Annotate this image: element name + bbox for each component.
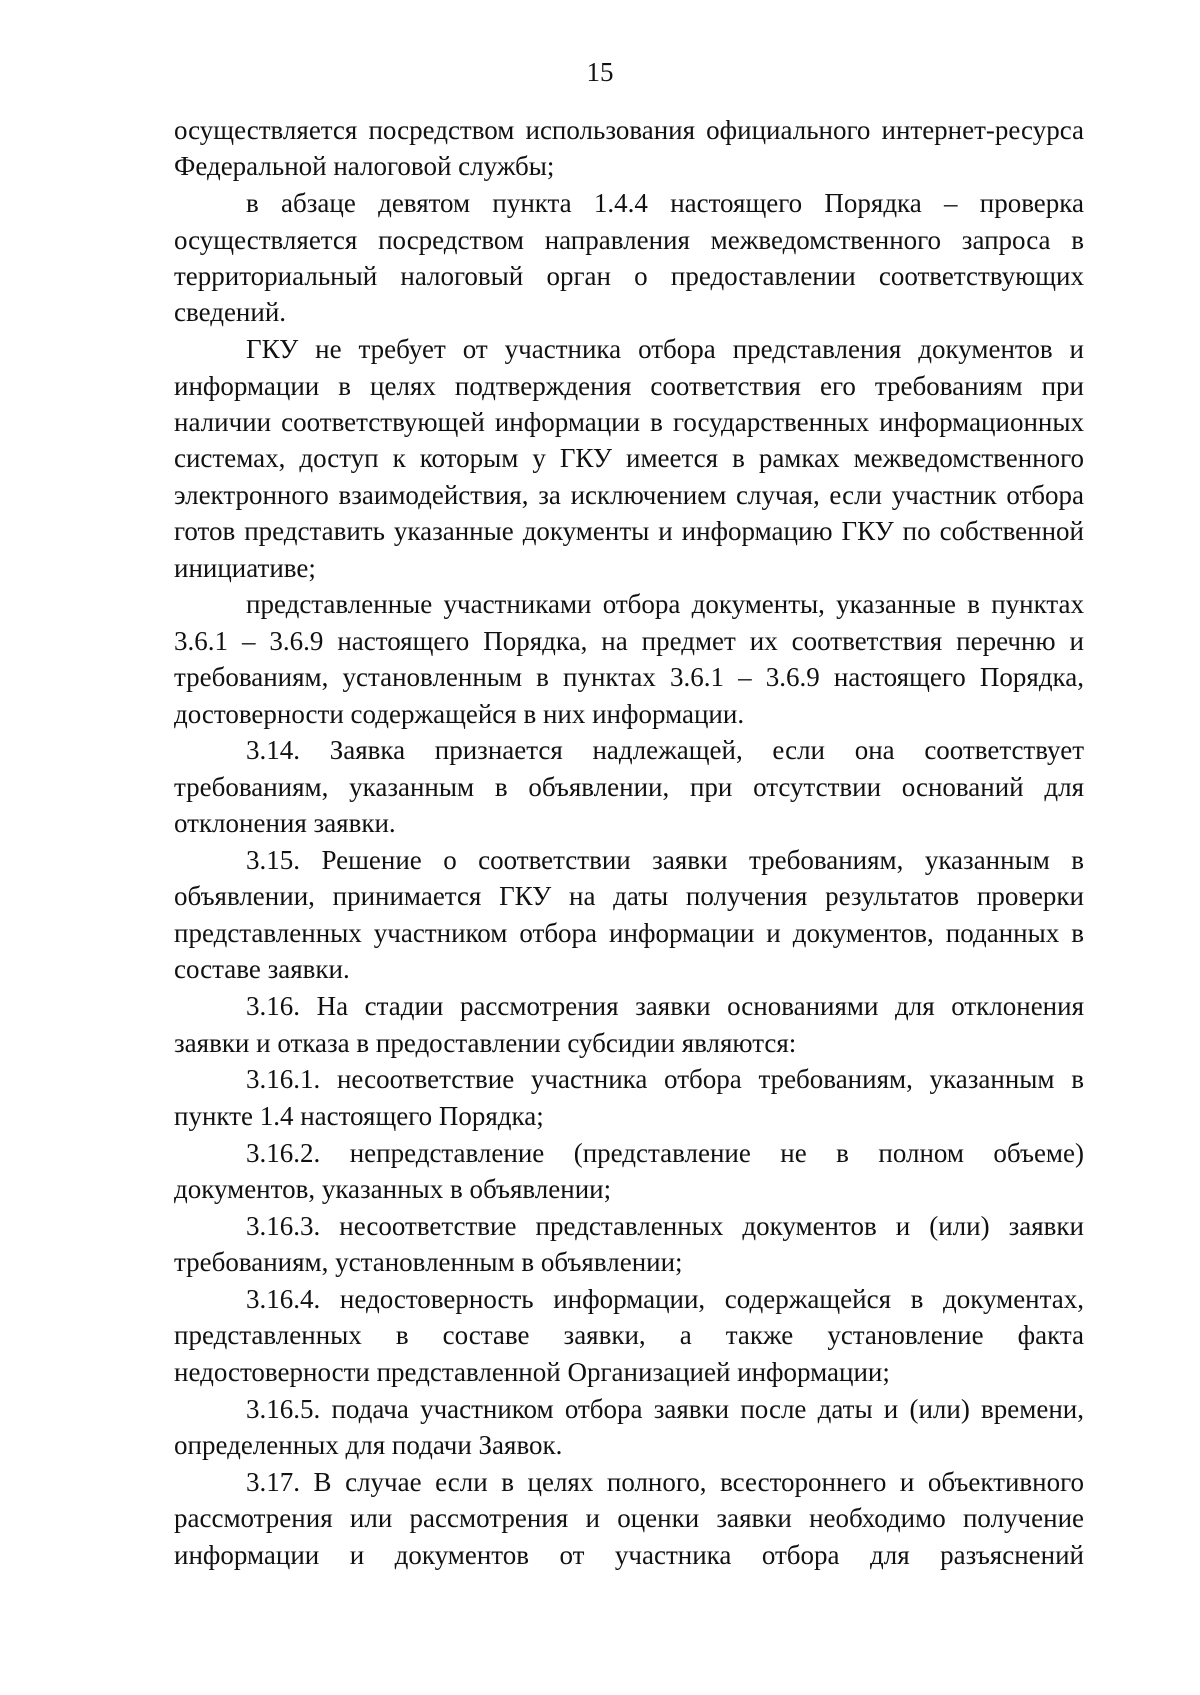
paragraph-tax-check: в абзаце девятом пункта 1.4.4 настоящего Порядка – проверка осуществляется посредством направления межведомственного запроса в территориальный налоговый орган о предоставлении соответствующих сведений. [174, 188, 1084, 328]
page-number: 15 [586, 57, 614, 87]
paragraph-3-15: 3.15. Решение о соответствии заявки требованиям, указанным в объявлении, принимается ГКУ на даты получения результатов проверки представленных участником отбора информации и документов, поданных в составе заявки. [174, 845, 1084, 985]
paragraph-3-14: 3.14. Заявка признается надлежащей, если она соответствует требованиям, указанным в объявлении, при отсутствии оснований для отклонения заявки. [174, 735, 1084, 839]
paragraph-submitted-documents: представленные участниками отбора документы, указанные в пунктах 3.6.1 – 3.6.9 настоящего Порядка, на предмет их соответствия перечню и требованиям, установленным в пунктах 3.6.1 – 3.6.9 настоящего Порядка, достоверности содержащейся в них информации. [174, 589, 1084, 729]
paragraph-3-16-5: 3.16.5. подача участником отбора заявки после даты и (или) времени, определенных для подачи Заявок. [174, 1393, 1084, 1460]
paragraph-3-16-3: 3.16.3. несоответствие представленных документов и (или) заявки требованиям, установленным в объявлении; [174, 1210, 1084, 1278]
paragraph-3-16-1: 3.16.1. несоответствие участника отбора требованиям, указанным в пункте 1.4 настоящего Порядка; [174, 1064, 1084, 1131]
paragraph-3-16: 3.16. На стадии рассмотрения заявки основаниями для отклонения заявки и отказа в предоставлении субсидии являются: [174, 991, 1084, 1058]
paragraph-3-17: 3.17. В случае если в целях полного, всестороннего и объективного рассмотрения или рассмотрения и оценки заявки необходимо получение информации и документов от участника отбора для разъяснений [174, 1466, 1084, 1570]
paragraph-3-16-2: 3.16.2. непредставление (представление не в полном объеме) документов, указанных в объявлении; [174, 1137, 1084, 1204]
paragraph-continuation: осуществляется посредством использования официального интернет-ресурса Федеральной налоговой службы; [174, 115, 1084, 182]
paragraph-3-16-4: 3.16.4. недостоверность информации, содержащейся в документах, представленных в составе заявки, а также установление факта недостоверности представленной Организацией информации; [174, 1283, 1084, 1387]
paragraph-gku-requirements: ГКУ не требует от участника отбора представления документов и информации в целях подтверждения соответствия его требованиям при наличии соответствующей информации в государственных информационных системах, доступ к которым у ГКУ имеется в рамках межведомственного электронного взаимодействия, за исключением случая, если участник отбора готов представить указанные документы и информацию ГКУ по собственной инициативе; [174, 334, 1084, 583]
document-body [174, 112, 1084, 1573]
